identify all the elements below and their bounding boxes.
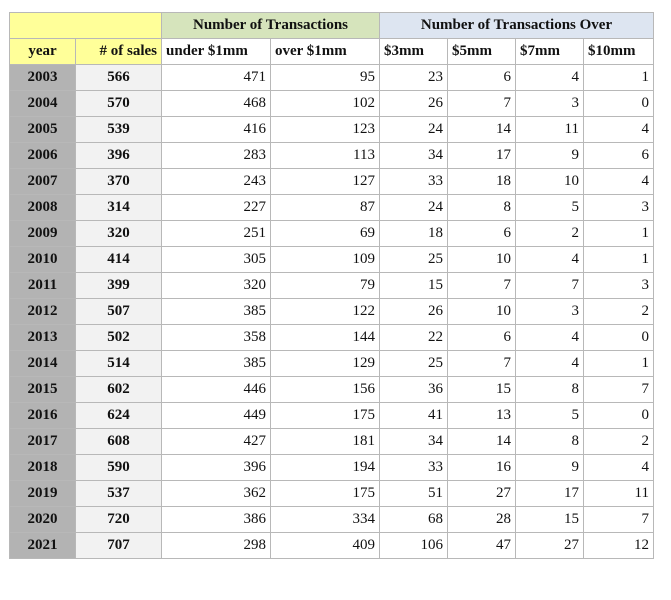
year-cell: 2004 <box>10 91 76 117</box>
over-7mm-cell: 17 <box>516 481 584 507</box>
under-1mm-cell: 358 <box>162 325 271 351</box>
table-row <box>10 481 654 507</box>
over-10mm-cell: 4 <box>584 455 654 481</box>
over-1mm-cell: 144 <box>271 325 380 351</box>
year-cell: 2010 <box>10 247 76 273</box>
under-1mm-cell: 283 <box>162 143 271 169</box>
group-header-transactions-over: Number of Transactions Over <box>380 13 654 39</box>
sales-cell: 399 <box>76 273 162 299</box>
under-1mm-cell: 427 <box>162 429 271 455</box>
year-cell: 2012 <box>10 299 76 325</box>
sales-cell: 414 <box>76 247 162 273</box>
over-10mm-cell: 3 <box>584 195 654 221</box>
column-header-over-1mm: over $1mm <box>271 39 380 65</box>
under-1mm-cell: 386 <box>162 507 271 533</box>
table-row <box>10 429 654 455</box>
over-3mm-cell: 26 <box>380 91 448 117</box>
over-7mm-cell: 27 <box>516 533 584 559</box>
over-5mm-cell: 27 <box>448 481 516 507</box>
sales-cell: 590 <box>76 455 162 481</box>
over-3mm-cell: 15 <box>380 273 448 299</box>
column-header-3mm: $3mm <box>380 39 448 65</box>
column-header-sales: # of sales <box>76 39 162 65</box>
under-1mm-cell: 298 <box>162 533 271 559</box>
over-1mm-cell: 102 <box>271 91 380 117</box>
year-cell: 2021 <box>10 533 76 559</box>
over-3mm-cell: 36 <box>380 377 448 403</box>
year-cell: 2017 <box>10 429 76 455</box>
over-5mm-cell: 16 <box>448 455 516 481</box>
over-1mm-cell: 79 <box>271 273 380 299</box>
over-5mm-cell: 14 <box>448 117 516 143</box>
table-row <box>10 273 654 299</box>
over-10mm-cell: 3 <box>584 273 654 299</box>
under-1mm-cell: 449 <box>162 403 271 429</box>
sales-cell: 396 <box>76 143 162 169</box>
over-3mm-cell: 41 <box>380 403 448 429</box>
sales-cell: 514 <box>76 351 162 377</box>
table-row <box>10 403 654 429</box>
sales-cell: 320 <box>76 221 162 247</box>
sales-cell: 608 <box>76 429 162 455</box>
year-cell: 2007 <box>10 169 76 195</box>
over-1mm-cell: 69 <box>271 221 380 247</box>
transactions-table-container <box>9 12 654 559</box>
over-7mm-cell: 3 <box>516 91 584 117</box>
over-1mm-cell: 181 <box>271 429 380 455</box>
over-1mm-cell: 122 <box>271 299 380 325</box>
over-10mm-cell: 7 <box>584 377 654 403</box>
table-row <box>10 65 654 91</box>
over-7mm-cell: 4 <box>516 351 584 377</box>
over-3mm-cell: 33 <box>380 169 448 195</box>
under-1mm-cell: 243 <box>162 169 271 195</box>
year-cell: 2003 <box>10 65 76 91</box>
over-1mm-cell: 194 <box>271 455 380 481</box>
under-1mm-cell: 468 <box>162 91 271 117</box>
over-5mm-cell: 14 <box>448 429 516 455</box>
year-cell: 2013 <box>10 325 76 351</box>
over-5mm-cell: 8 <box>448 195 516 221</box>
over-1mm-cell: 95 <box>271 65 380 91</box>
over-1mm-cell: 113 <box>271 143 380 169</box>
over-5mm-cell: 13 <box>448 403 516 429</box>
under-1mm-cell: 362 <box>162 481 271 507</box>
column-header-year: year <box>10 39 76 65</box>
under-1mm-cell: 227 <box>162 195 271 221</box>
over-5mm-cell: 10 <box>448 247 516 273</box>
over-10mm-cell: 1 <box>584 65 654 91</box>
over-10mm-cell: 11 <box>584 481 654 507</box>
over-1mm-cell: 334 <box>271 507 380 533</box>
over-7mm-cell: 7 <box>516 273 584 299</box>
sales-cell: 570 <box>76 91 162 117</box>
table-row <box>10 143 654 169</box>
over-3mm-cell: 51 <box>380 481 448 507</box>
over-10mm-cell: 1 <box>584 247 654 273</box>
over-10mm-cell: 1 <box>584 221 654 247</box>
over-5mm-cell: 10 <box>448 299 516 325</box>
over-3mm-cell: 25 <box>380 247 448 273</box>
over-10mm-cell: 4 <box>584 117 654 143</box>
over-10mm-cell: 2 <box>584 299 654 325</box>
table-row <box>10 299 654 325</box>
column-header-5mm: $5mm <box>448 39 516 65</box>
table-row <box>10 91 654 117</box>
over-3mm-cell: 22 <box>380 325 448 351</box>
sales-cell: 370 <box>76 169 162 195</box>
over-1mm-cell: 129 <box>271 351 380 377</box>
year-cell: 2018 <box>10 455 76 481</box>
over-3mm-cell: 33 <box>380 455 448 481</box>
over-7mm-cell: 8 <box>516 429 584 455</box>
group-header-transactions: Number of Transactions <box>162 13 380 39</box>
over-10mm-cell: 2 <box>584 429 654 455</box>
table-body <box>10 65 654 559</box>
sales-cell: 502 <box>76 325 162 351</box>
year-cell: 2016 <box>10 403 76 429</box>
table-row <box>10 325 654 351</box>
over-10mm-cell: 12 <box>584 533 654 559</box>
over-1mm-cell: 123 <box>271 117 380 143</box>
table-row <box>10 533 654 559</box>
year-cell: 2009 <box>10 221 76 247</box>
over-10mm-cell: 7 <box>584 507 654 533</box>
over-10mm-cell: 0 <box>584 403 654 429</box>
year-cell: 2011 <box>10 273 76 299</box>
year-cell: 2006 <box>10 143 76 169</box>
over-3mm-cell: 26 <box>380 299 448 325</box>
under-1mm-cell: 251 <box>162 221 271 247</box>
over-10mm-cell: 0 <box>584 91 654 117</box>
table-row <box>10 221 654 247</box>
over-5mm-cell: 17 <box>448 143 516 169</box>
over-7mm-cell: 2 <box>516 221 584 247</box>
over-10mm-cell: 6 <box>584 143 654 169</box>
sales-cell: 537 <box>76 481 162 507</box>
table-row <box>10 377 654 403</box>
sales-cell: 314 <box>76 195 162 221</box>
over-10mm-cell: 4 <box>584 169 654 195</box>
over-5mm-cell: 15 <box>448 377 516 403</box>
year-cell: 2014 <box>10 351 76 377</box>
over-5mm-cell: 18 <box>448 169 516 195</box>
over-7mm-cell: 9 <box>516 455 584 481</box>
table-row <box>10 169 654 195</box>
over-7mm-cell: 4 <box>516 325 584 351</box>
over-3mm-cell: 34 <box>380 429 448 455</box>
over-7mm-cell: 10 <box>516 169 584 195</box>
over-1mm-cell: 175 <box>271 403 380 429</box>
over-10mm-cell: 1 <box>584 351 654 377</box>
over-5mm-cell: 47 <box>448 533 516 559</box>
sales-cell: 602 <box>76 377 162 403</box>
over-7mm-cell: 15 <box>516 507 584 533</box>
over-1mm-cell: 127 <box>271 169 380 195</box>
column-header-row <box>10 39 654 65</box>
over-7mm-cell: 8 <box>516 377 584 403</box>
column-header-10mm: $10mm <box>584 39 654 65</box>
table-row <box>10 455 654 481</box>
table-row <box>10 507 654 533</box>
over-1mm-cell: 409 <box>271 533 380 559</box>
under-1mm-cell: 416 <box>162 117 271 143</box>
over-5mm-cell: 7 <box>448 273 516 299</box>
table-row <box>10 195 654 221</box>
under-1mm-cell: 471 <box>162 65 271 91</box>
over-3mm-cell: 23 <box>380 65 448 91</box>
over-7mm-cell: 11 <box>516 117 584 143</box>
over-7mm-cell: 5 <box>516 195 584 221</box>
sales-cell: 707 <box>76 533 162 559</box>
over-5mm-cell: 7 <box>448 351 516 377</box>
over-1mm-cell: 109 <box>271 247 380 273</box>
sales-cell: 720 <box>76 507 162 533</box>
group-header-blank <box>10 13 162 39</box>
over-1mm-cell: 156 <box>271 377 380 403</box>
sales-cell: 566 <box>76 65 162 91</box>
under-1mm-cell: 446 <box>162 377 271 403</box>
table-row <box>10 247 654 273</box>
over-3mm-cell: 18 <box>380 221 448 247</box>
over-3mm-cell: 68 <box>380 507 448 533</box>
under-1mm-cell: 396 <box>162 455 271 481</box>
column-header-under-1mm: under $1mm <box>162 39 271 65</box>
sales-cell: 624 <box>76 403 162 429</box>
over-10mm-cell: 0 <box>584 325 654 351</box>
over-5mm-cell: 28 <box>448 507 516 533</box>
column-header-7mm: $7mm <box>516 39 584 65</box>
sales-cell: 507 <box>76 299 162 325</box>
year-cell: 2020 <box>10 507 76 533</box>
over-1mm-cell: 87 <box>271 195 380 221</box>
over-5mm-cell: 6 <box>448 325 516 351</box>
over-5mm-cell: 7 <box>448 91 516 117</box>
over-7mm-cell: 9 <box>516 143 584 169</box>
over-3mm-cell: 24 <box>380 117 448 143</box>
year-cell: 2005 <box>10 117 76 143</box>
transactions-table <box>9 12 654 559</box>
over-1mm-cell: 175 <box>271 481 380 507</box>
table-header <box>10 13 654 65</box>
under-1mm-cell: 385 <box>162 351 271 377</box>
over-7mm-cell: 3 <box>516 299 584 325</box>
over-3mm-cell: 106 <box>380 533 448 559</box>
over-7mm-cell: 4 <box>516 65 584 91</box>
over-3mm-cell: 25 <box>380 351 448 377</box>
over-7mm-cell: 5 <box>516 403 584 429</box>
under-1mm-cell: 305 <box>162 247 271 273</box>
under-1mm-cell: 385 <box>162 299 271 325</box>
over-5mm-cell: 6 <box>448 221 516 247</box>
over-3mm-cell: 34 <box>380 143 448 169</box>
over-3mm-cell: 24 <box>380 195 448 221</box>
table-row <box>10 117 654 143</box>
over-7mm-cell: 4 <box>516 247 584 273</box>
group-header-row <box>10 13 654 39</box>
year-cell: 2019 <box>10 481 76 507</box>
sales-cell: 539 <box>76 117 162 143</box>
under-1mm-cell: 320 <box>162 273 271 299</box>
over-5mm-cell: 6 <box>448 65 516 91</box>
year-cell: 2015 <box>10 377 76 403</box>
table-row <box>10 351 654 377</box>
year-cell: 2008 <box>10 195 76 221</box>
